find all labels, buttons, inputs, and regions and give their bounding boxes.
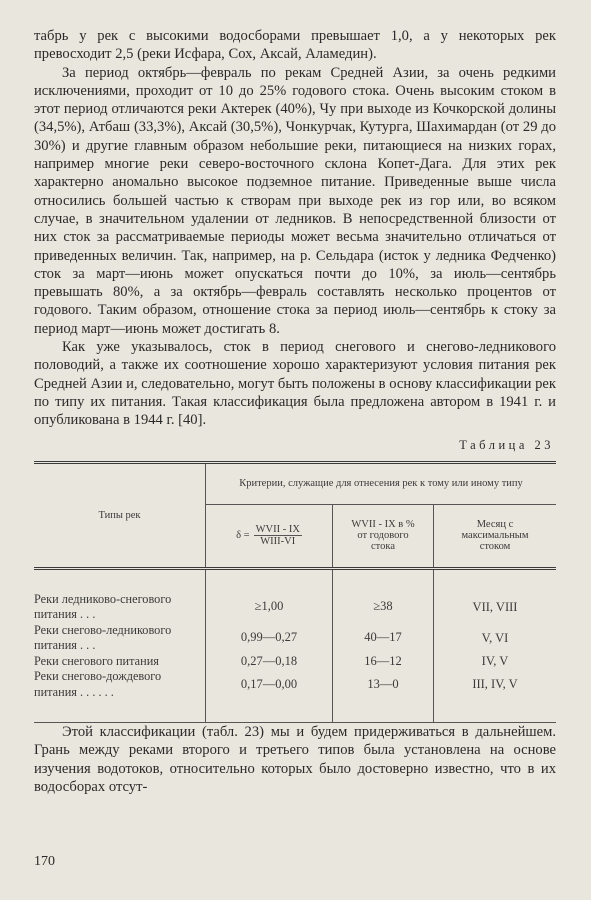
paragraph: За период октябрь—февраль по рекам Средней Азии, за очень редкими исключениями, проходит от 10 до 25% годового стока. Очень высоким стоком в этот период отличаются реки Актерек (40%), Чу при выходе из Кочкорской долины (34,5%), Атбаш (33,3%), Аксай (30,5%), Чонкурчак, Кутурга, Шахимардан (от 29 до 30%) и другие главным образом небольшие реки, питающиеся на низких горах, например многие реки северо-восточного склона Копет-Дага. Для этих рек характерно аномально высокое подземное питание. Приведенные выше числа относились большей частью к створам при выходе рек из гор или, во всяком случае, в значительном удалении от ледников. В непосредственной близости от них сток за рассматриваемые периоды может весьма значительно отличаться от приведенных величин. Так, например, на р. Сельдара (исток у ледника Федченко) сток за март—июнь может опускаться почти до 10%, за июль—сентябрь превышать 80%, а за октябрь—февраль составлять несколько процентов от годового. Таким образом, отношение стока за период июль—сентябрь к стоку за период март—июнь может достигать 8. <box>34 64 556 337</box>
paragraph: табрь у рек с высокими водосборами превышает 1,0, а у некоторых рек превосходит 2,5 (реки Исфара, Сох, Аксай, Аламедин). <box>34 28 556 63</box>
header-percent: WVII - IX в % от годового стока <box>333 504 434 568</box>
header-types: Типы рек <box>98 509 141 521</box>
delta-denominator: WIII-VI <box>260 536 296 548</box>
table-row: Реки снегово-дождевого питания . . . . . . 0,17—0,00 13—0 III, IV, V <box>34 669 556 700</box>
delta-numerator: WVII - IX <box>255 524 300 536</box>
table-label: Таблица 23 <box>459 437 554 452</box>
table-row: Реки снегово-ледникового питания . . . 0,99—0,27 40—17 V, VI <box>34 623 556 654</box>
page-number: 170 <box>34 854 55 869</box>
table-row: Реки снегового питания 0,27—0,18 16—12 IV, V <box>34 654 556 670</box>
classification-table <box>34 461 556 724</box>
header-criteria: Критерии, служащие для отнесения рек к тому или иному типу <box>206 462 557 504</box>
header-month: Месяц с максимальным стоком <box>434 504 557 568</box>
page-body <box>34 27 556 796</box>
paragraph: Как уже указывалось, сток в период снегового и снегово-ледникового половодий, а также их соотношение хорошо характеризуют условия питания рек Средней Азии и, следовательно, могут быть положены в основу классификации рек по типу их питания. Такая классификация была предложена автором в 1941 г. и опубликована в 1944 г. [40]. <box>34 339 556 429</box>
paragraph: Этой классификации (табл. 23) мы и будем придерживаться в дальнейшем. Грань между реками второго и третьего типов была установлена на основе изучения водотоков, относительно которых было достоверно известно, что в их водосборах отсут- <box>34 724 556 795</box>
header-delta: δ = $\frac{\text{WVII - IX}}{\text{WIII-VI}}$ <box>206 504 333 568</box>
table-row: Реки ледниково-снегового питания . . . ≥1,00 ≥38 VII, VIII <box>34 592 556 623</box>
